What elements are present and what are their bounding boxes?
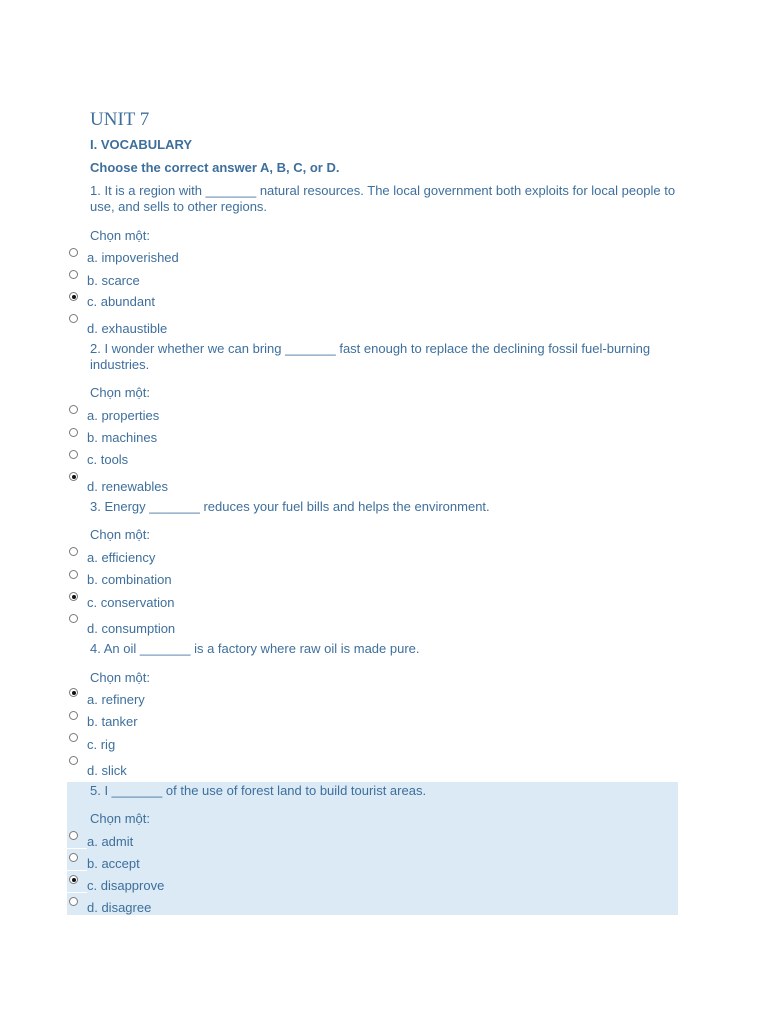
question-3-option-a-label[interactable]: a. efficiency (87, 550, 156, 565)
question-2-option-d-label[interactable]: d. renewables (87, 479, 168, 494)
active-question-highlight (67, 782, 678, 915)
question-1-option-b-radio[interactable] (69, 270, 78, 279)
question-4-option-a-label[interactable]: a. refinery (87, 692, 145, 707)
question-1-option-b-label[interactable]: b. scarce (87, 273, 140, 288)
question-5-option-a-label[interactable]: a. admit (87, 834, 134, 849)
question-5-option-c-label[interactable]: c. disapprove (87, 878, 165, 893)
question-3-option-a-radio[interactable] (69, 547, 78, 556)
question-3-option-d-radio[interactable] (69, 614, 78, 623)
unit-title: UNIT 7 (90, 109, 150, 130)
question-3-text: 3. Energy _______ reduces your fuel bills and helps the environment. (90, 499, 490, 514)
question-5-option-d-label[interactable]: d. disagree (87, 900, 152, 915)
question-1-option-a-radio[interactable] (69, 248, 78, 257)
question-5-prompt: Chọn một: (90, 811, 150, 826)
instruction-text: Choose the correct answer A, B, C, or D. (90, 160, 340, 175)
question-3-option-b-label[interactable]: b. combination (87, 572, 172, 587)
question-4-option-d-radio[interactable] (69, 756, 78, 765)
question-1-option-c-radio[interactable] (69, 292, 78, 301)
question-3-prompt: Chọn một: (90, 527, 150, 542)
question-2-option-b-label[interactable]: b. machines (87, 430, 158, 445)
question-2-text: 2. I wonder whether we can bring _______ fast enough to replace the declining fossil fuel-burning industries. (90, 341, 651, 372)
question-1-option-d-radio[interactable] (69, 314, 78, 323)
question-4-option-a-radio[interactable] (69, 688, 78, 697)
question-2-option-c-radio[interactable] (69, 450, 78, 459)
question-4-option-c-label[interactable]: c. rig (87, 737, 116, 752)
question-4-option-b-radio[interactable] (69, 711, 78, 720)
option-divider (67, 848, 87, 849)
question-2-prompt: Chọn một: (90, 385, 150, 400)
question-3-option-c-radio[interactable] (69, 592, 78, 601)
question-5-option-c-radio[interactable] (69, 875, 78, 884)
option-divider (67, 892, 87, 893)
question-4-text: 4. An oil _______ is a factory where raw oil is made pure. (90, 641, 420, 656)
question-4-option-b-label[interactable]: b. tanker (87, 714, 138, 729)
question-2-option-c-label[interactable]: c. tools (87, 452, 129, 467)
question-4-option-c-radio[interactable] (69, 733, 78, 742)
option-divider (67, 870, 87, 871)
question-4-prompt: Chọn một: (90, 670, 150, 685)
question-2-option-a-radio[interactable] (69, 405, 78, 414)
question-1-option-d-label[interactable]: d. exhaustible (87, 321, 168, 336)
question-1-option-c-label[interactable]: c. abundant (87, 294, 155, 309)
question-3-option-c-label[interactable]: c. conservation (87, 595, 175, 610)
question-5-option-a-radio[interactable] (69, 831, 78, 840)
section-title: I. VOCABULARY (90, 137, 193, 152)
question-2-option-b-radio[interactable] (69, 428, 78, 437)
question-2-option-a-label[interactable]: a. properties (87, 408, 160, 423)
question-5-option-d-radio[interactable] (69, 897, 78, 906)
question-2-option-d-radio[interactable] (69, 472, 78, 481)
question-5-option-b-label[interactable]: b. accept (87, 856, 140, 871)
question-3-option-d-label[interactable]: d. consumption (87, 621, 176, 636)
question-1-prompt: Chọn một: (90, 228, 150, 243)
question-3-option-b-radio[interactable] (69, 570, 78, 579)
question-1-option-a-label[interactable]: a. impoverished (87, 250, 179, 265)
question-4-option-d-label[interactable]: d. slick (87, 763, 127, 778)
question-5-option-b-radio[interactable] (69, 853, 78, 862)
question-1-text: 1. It is a region with _______ natural resources. The local government both exploits for local people to use, and sells to other regions. (90, 183, 676, 214)
question-5-text: 5. I _______ of the use of forest land to build tourist areas. (90, 783, 427, 798)
